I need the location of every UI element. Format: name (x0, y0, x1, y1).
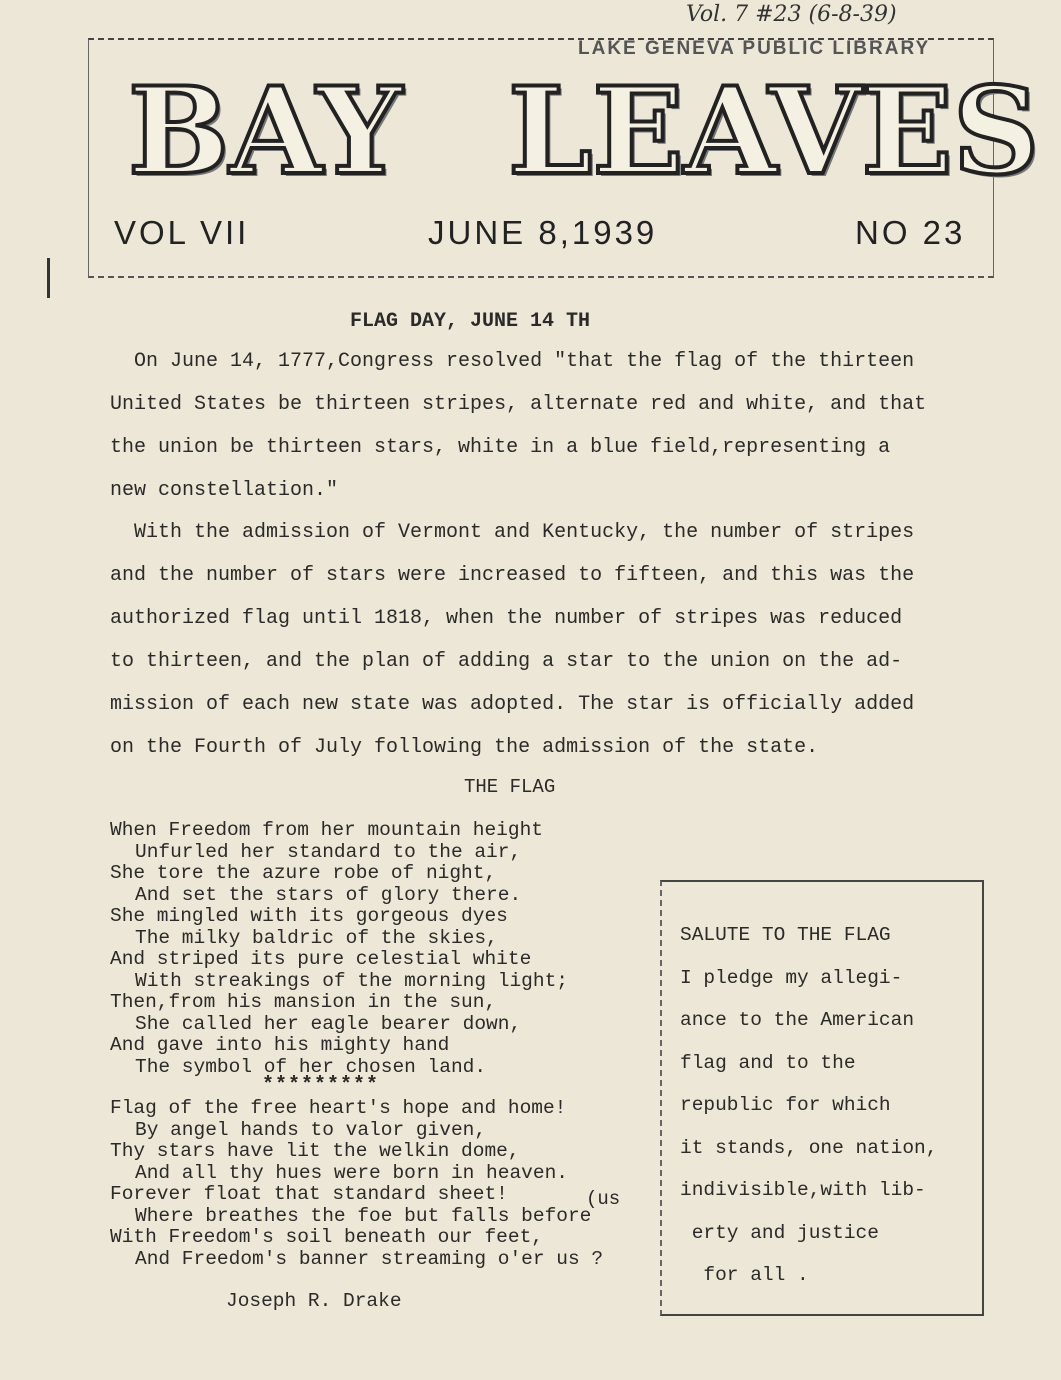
poem-line: And striped its pure celestial white (110, 948, 532, 970)
flag-day-paragraph1-line2: United States be thirteen stripes, alternate red and white, and that (110, 393, 927, 416)
salute-line: republic for which (680, 1094, 891, 1116)
salute-line: erty and justice (680, 1221, 879, 1244)
poem-line: The milky baldric of the skies, (135, 926, 498, 949)
poem-stanza-2 (110, 1098, 603, 1270)
flag-day-paragraph2-line4: to thirteen, and the plan of adding a star to the union on the ad- (110, 650, 903, 673)
poem-line: Where breathes the foe but falls before (135, 1204, 592, 1227)
flag-day-heading: FLAG DAY, JUNE 14 TH (350, 310, 591, 333)
flag-day-paragraph1-line4: new constellation." (110, 479, 339, 502)
poem-line: She mingled with its gorgeous dyes (110, 905, 508, 927)
volume-label: VOL VII (114, 214, 250, 251)
poem-line: The symbol of her chosen land. (135, 1055, 487, 1078)
flag-day-paragraph1-line3: the union be thirteen stars, white in a blue field,representing a (110, 436, 891, 459)
flag-day-paragraph2-line3: authorized flag until 1818, when the number of stripes was reduced (110, 607, 903, 630)
salute-line: indivisible,with lib- (680, 1179, 926, 1201)
salute-line: flag and to the (680, 1051, 856, 1074)
margin-rule (47, 258, 50, 298)
poem-line: And all thy hues were born in heaven. (135, 1161, 568, 1184)
salute-line: I pledge my allegi- (680, 966, 903, 989)
poem-line: By angel hands to valor given, (135, 1118, 487, 1141)
poem-line: Forever float that standard sheet! (110, 1183, 508, 1205)
poem-line: Then,from his mansion in the sun, (110, 991, 497, 1013)
poem-title: THE FLAG (464, 776, 556, 798)
poem-line: Thy stars have lit the welkin dome, (110, 1140, 520, 1162)
poem-line: She called her eagle bearer down, (135, 1012, 522, 1035)
flag-day-paragraph2-line5: mission of each new state was adopted. The star is officially added (110, 693, 915, 716)
salute-line: it stands, one nation, (680, 1136, 938, 1159)
flag-day-paragraph2-line2: and the number of stars were increased to fifteen, and this was the (110, 564, 915, 587)
poem-line: With streakings of the morning light; (135, 969, 568, 992)
masthead-title-leaves: LEAVES (508, 61, 1040, 202)
poem-line: And Freedom's banner streaming o'er us ? (135, 1247, 604, 1270)
salute-line: for all . (680, 1264, 809, 1286)
poem-aside: (us (586, 1188, 621, 1210)
handwritten-issue-note: Vol. 7 #23 (6-8-39) (686, 2, 897, 27)
poem-separator: ********* (262, 1074, 380, 1097)
salute-to-the-flag (680, 914, 937, 1297)
library-stamp: LAKE GENEVA PUBLIC LIBRARY (578, 38, 931, 59)
poem-line: When Freedom from her mountain height (110, 819, 543, 841)
poem-line: Unfurled her standard to the air, (135, 840, 522, 863)
issue-number: NO 23 (855, 214, 966, 251)
issue-date: JUNE 8,1939 (428, 214, 658, 251)
salute-title: SALUTE TO THE FLAG (680, 924, 891, 946)
masthead-title-bay: BAY (128, 61, 403, 202)
poem-line: And gave into his mighty hand (110, 1034, 450, 1056)
salute-line: ance to the American (680, 1009, 915, 1031)
poem-line: Flag of the free heart's hope and home! (110, 1097, 567, 1119)
flag-day-paragraph1-line1: On June 14, 1777,Congress resolved "that the flag of the thirteen (134, 350, 915, 373)
poem-stanza-1 (110, 820, 568, 1078)
poem-author: Joseph R. Drake (226, 1290, 402, 1312)
poem-line: And set the stars of glory there. (135, 883, 522, 906)
poem-line: With Freedom's soil beneath our feet, (110, 1226, 543, 1248)
flag-day-paragraph2-line1: With the admission of Vermont and Kentucky, the number of stripes (134, 521, 915, 544)
poem-line: She tore the azure robe of night, (110, 862, 497, 884)
flag-day-paragraph2-line6: on the Fourth of July following the admission of the state. (110, 736, 819, 759)
